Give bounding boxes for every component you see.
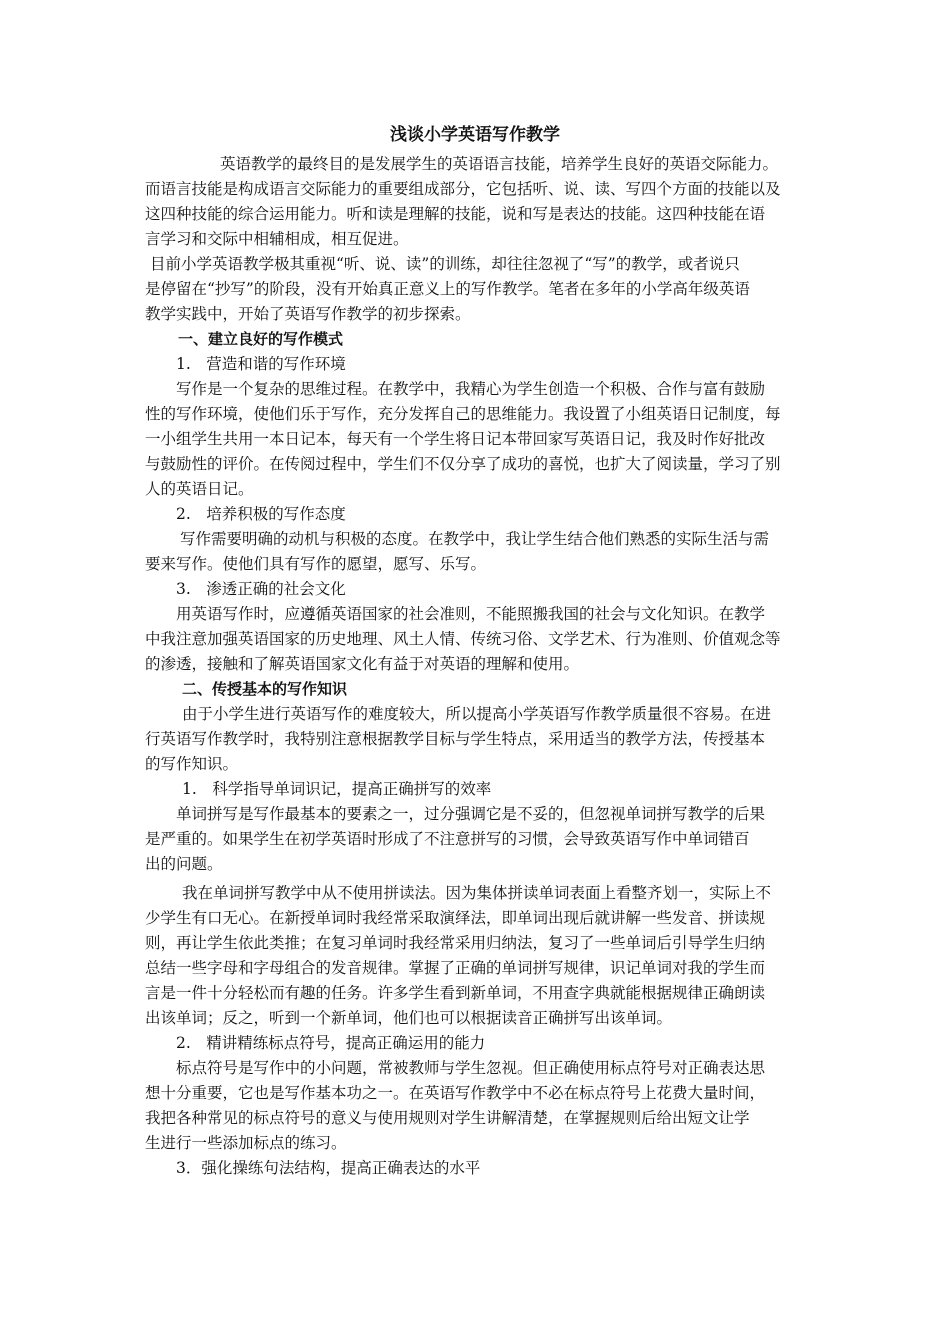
text-line: 的写作知识。 [145,755,239,773]
text-line: 出该单词；反之，听到一个新单词，他们也可以根据读音正确拼写出该单词。 [145,1009,673,1027]
text-line: 写作需要明确的动机与积极的态度。在教学中，我让学生结合他们熟悉的实际生活与需 [180,530,770,548]
text-line: 英语教学的最终目的是发展学生的英语语言技能，培养学生良好的英语交际能力。 [220,155,779,173]
text-line: 是严重的。如果学生在初学英语时形成了不注意拼写的习惯，会导致英语写作中单词错百 [145,830,750,848]
text-line: 性的写作环境，使他们乐于写作，充分发挥自己的思维能力。我设置了小组英语日记制度，每 [145,405,781,423]
text-line: 出的问题。 [145,855,223,873]
text-line: 3. 渗透正确的社会文化 [176,580,346,598]
text-line: 教学实践中，开始了英语写作教学的初步探索。 [145,305,471,323]
text-line: 2. 精讲精练标点符号，提高正确运用的能力 [176,1034,486,1052]
text-line: 是停留在“抄写”的阶段，没有开始真正意义上的写作教学。笔者在多年的小学高年级英语 [145,280,750,298]
text-line: 标点符号是写作中的小问题，常被教师与学生忽视。但正确使用标点符号对正确表达思 [176,1059,766,1077]
text-line: 则，再让学生依此类推；在复习单词时我经常采用归纳法，复习了一些单词后引导学生归纳 [145,934,766,952]
section-heading: 二、传授基本的写作知识 [182,680,348,698]
text-line: 生进行一些添加标点的练习。 [145,1134,347,1152]
text-line: 用英语写作时，应遵循英语国家的社会准则，不能照搬我国的社会与文化知识。在教学 [176,605,766,623]
text-line: 中我注意加强英语国家的历史地理、风土人情、传统习俗、文学艺术、行为准则、价值观念等 [145,630,781,648]
text-line: 人的英语日记。 [145,480,254,498]
text-line: 1. 营造和谐的写作环境 [176,355,346,373]
text-line: 这四种技能的综合运用能力。听和读是理解的技能，说和写是表达的技能。这四种技能在语 [145,205,766,223]
text-line: 而语言技能是构成语言交际能力的重要组成部分，它包括听、说、读、写四个方面的技能以及 [145,180,781,198]
text-line: 的渗透，接触和了解英语国家文化有益于对英语的理解和使用。 [145,655,580,673]
document-body [145,152,815,1181]
text-line: 目前小学英语教学极其重视“听、说、读”的训练，却往往忽视了“写”的教学，或者说只 [150,255,740,273]
text-line: 1. 科学指导单词识记，提高正确拼写的效率 [182,780,492,798]
text-line: 2. 培养积极的写作态度 [176,505,346,523]
text-line: 与鼓励性的评价。在传阅过程中，学生们不仅分享了成功的喜悦，也扩大了阅读量，学习了别 [145,455,781,473]
text-line: 行英语写作教学时，我特别注意根据教学目标与学生特点，采用适当的教学方法，传授基本 [145,730,766,748]
text-line: 由于小学生进行英语写作的难度较大，所以提高小学英语写作教学质量很不容易。在进 [182,705,772,723]
text-line: 少学生有口无心。在新授单词时我经常采取演绎法，即单词出现后就讲解一些发音、拼读规 [145,909,766,927]
text-line: 总结一些字母和字母组合的发音规律。掌握了正确的单词拼写规律，识记单词对我的学生而 [145,959,766,977]
text-line: 写作是一个复杂的思维过程。在教学中，我精心为学生创造一个积极、合作与富有鼓励 [176,380,766,398]
text-line: 言学习和交际中相辅相成，相互促进。 [145,230,409,248]
text-line: 我把各种常见的标点符号的意义与使用规则对学生讲解清楚，在掌握规则后给出短文让学 [145,1109,750,1127]
text-line: 要来写作。使他们具有写作的愿望，愿写、乐写。 [145,555,487,573]
text-line: 言是一件十分轻松而有趣的任务。许多学生看到新单词，不用查字典就能根据规律正确朗读 [145,984,766,1002]
text-line: 想十分重要，它也是写作基本功之一。在英语写作教学中不必在标点符号上花费大量时间， [145,1084,766,1102]
text-line: 一小组学生共用一本日记本，每天有一个学生将日记本带回家写英语日记，我及时作好批改 [145,430,766,448]
document-title: 浅谈小学英语写作教学 [390,125,560,145]
section-heading: 一、建立良好的写作模式 [178,330,344,348]
text-line: 单词拼写是写作最基本的要素之一，过分强调它是不妥的，但忽视单词拼写教学的后果 [176,805,766,823]
text-line: 我在单词拼写教学中从不使用拼读法。因为集体拼读单词表面上看整齐划一，实际上不 [182,884,772,902]
text-line: 3．强化操练句法结构，提高正确表达的水平 [176,1159,481,1177]
